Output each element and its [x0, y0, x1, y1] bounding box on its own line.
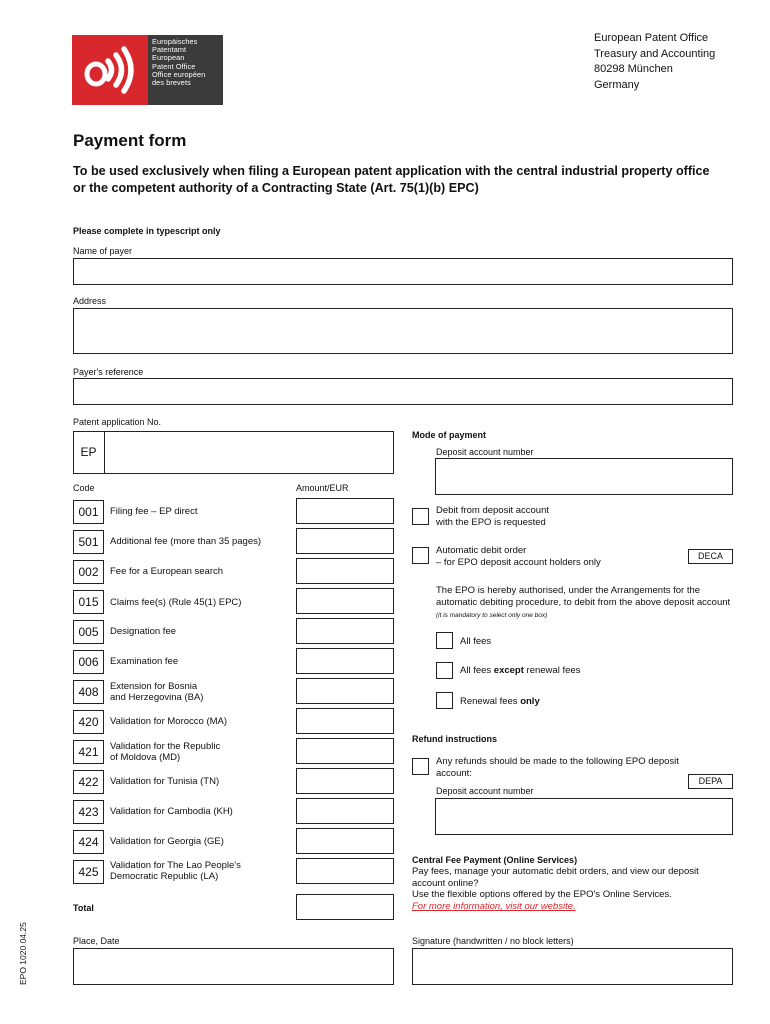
logo-line: des brevets: [152, 78, 191, 88]
fee-amount-field[interactable]: [296, 498, 394, 524]
payer-name-field[interactable]: [73, 258, 733, 285]
code-header: Code: [73, 483, 95, 493]
fee-amount-field[interactable]: [296, 678, 394, 704]
fee-amount-field[interactable]: [296, 708, 394, 734]
epo-address: [594, 31, 715, 93]
address-line: Treasury and Accounting: [594, 47, 716, 60]
logo-line: Europäisches: [152, 37, 198, 46]
all-except-renewal-checkbox[interactable]: [436, 662, 453, 679]
fee-code: 422: [73, 770, 104, 794]
opt-emphasis: except: [493, 665, 524, 676]
fee-label: Claims fee(s) (Rule 45(1) EPC): [110, 597, 242, 608]
authorisation-text: [436, 585, 736, 622]
fee-label: Additional fee (more than 35 pages): [110, 536, 262, 547]
fee-code: 002: [73, 560, 104, 584]
opt-text: renewal fees: [523, 665, 581, 676]
central-fee-text: Pay fees, manage your automatic debit orders, and view our deposit account online? Use the flexible options offered by the EPO's Online Services.: [412, 866, 699, 900]
fee-code: 421: [73, 740, 104, 764]
payer-reference-label: Payer's reference: [73, 367, 144, 377]
fee-label: Designation fee: [110, 626, 177, 637]
debit-label: Debit from deposit account with the EPO is requested: [436, 505, 550, 528]
total-amount-field[interactable]: [296, 894, 394, 920]
refund-text: Any refunds should be made to the following EPO deposit account:: [436, 756, 679, 779]
fee-label: Filing fee – EP direct: [110, 506, 198, 517]
fee-label: Fee for a European search: [110, 566, 224, 577]
depa-tag: DEPA: [688, 774, 733, 789]
form-code: EPO 1020 04.25: [18, 922, 28, 985]
fee-code: 005: [73, 620, 104, 644]
application-no-label: Patent application No.: [73, 417, 162, 427]
fee-amount-field[interactable]: [296, 618, 394, 644]
address-line: 80298 München: [594, 63, 673, 75]
website-link[interactable]: For more information, visit our website.: [412, 901, 576, 912]
opt-text: Renewal fees: [460, 696, 521, 707]
fee-label: Validation for the Republic of Moldova (MD): [110, 741, 221, 763]
logo-line: Office européen: [152, 69, 206, 79]
fee-amount-field[interactable]: [296, 798, 394, 824]
ep-prefix: EP: [73, 431, 105, 474]
epo-logo-mark: [72, 35, 148, 105]
signature-label: Signature (handwritten / no block letters): [412, 936, 574, 946]
refund-checkbox[interactable]: [412, 758, 429, 775]
signature-field[interactable]: [412, 948, 733, 985]
instructions: Please complete in typescript only: [73, 226, 221, 236]
fee-amount-field[interactable]: [296, 828, 394, 854]
auto-debit-label: Automatic debit order – for EPO deposit account holders only: [436, 545, 601, 568]
fee-amount-field[interactable]: [296, 738, 394, 764]
central-fee-heading: Central Fee Payment (Online Services): [412, 855, 578, 865]
all-fees-label: All fees: [460, 636, 492, 647]
debit-checkbox[interactable]: [412, 508, 429, 525]
payment-heading: Mode of payment: [412, 430, 487, 440]
payer-name-label: Name of payer: [73, 246, 133, 256]
fee-code: 425: [73, 860, 104, 884]
refund-account-field[interactable]: [435, 798, 733, 835]
opt-text: All fees: [460, 665, 494, 676]
fee-amount-field[interactable]: [296, 588, 394, 614]
page-title: Payment form: [73, 131, 187, 150]
fee-label: Validation for Morocco (MA): [110, 716, 228, 727]
fee-label: Validation for The Lao People's Democratic Republic (LA): [110, 860, 241, 882]
deca-tag: DECA: [688, 549, 733, 564]
auto-debit-checkbox[interactable]: [412, 547, 429, 564]
all-except-renewal-label: [460, 665, 580, 677]
fee-amount-field[interactable]: [296, 558, 394, 584]
central-fee-link-wrap: [412, 901, 576, 913]
fee-amount-field[interactable]: [296, 858, 394, 884]
fee-amount-field[interactable]: [296, 528, 394, 554]
address-field[interactable]: [73, 308, 733, 354]
address-line: European Patent Office: [594, 32, 709, 44]
fee-code: 420: [73, 710, 104, 734]
fee-code: 006: [73, 650, 104, 674]
refund-heading: Refund instructions: [412, 734, 497, 744]
fee-code: 408: [73, 680, 104, 704]
fee-code: 001: [73, 500, 104, 524]
fee-amount-field[interactable]: [296, 768, 394, 794]
deposit-account-label: Deposit account number: [436, 447, 534, 457]
refund-account-label: Deposit account number: [436, 786, 534, 796]
address-line: Germany: [594, 78, 640, 91]
authorisation-body: The EPO is hereby authorised, under the Arrangements for the automatic debiting procedure, to debit from the above deposit account: [436, 585, 731, 608]
place-date-label: Place, Date: [73, 936, 120, 946]
fee-label: Examination fee: [110, 656, 179, 667]
fee-label: Validation for Cambodia (KH): [110, 806, 233, 817]
total-label: Total: [73, 903, 94, 913]
place-date-field[interactable]: [73, 948, 394, 985]
all-fees-checkbox[interactable]: [436, 632, 453, 649]
epo-logo-text: [148, 35, 223, 105]
opt-emphasis: only: [520, 696, 540, 707]
logo-line: Patent Office: [152, 61, 196, 71]
address-label: Address: [73, 296, 107, 306]
fee-label: Extension for Bosnia and Herzegovina (BA): [110, 681, 204, 703]
application-no-field[interactable]: [73, 431, 394, 474]
fee-code: 015: [73, 590, 104, 614]
payer-reference-field[interactable]: [73, 378, 733, 405]
fee-code: 424: [73, 830, 104, 854]
amount-header: Amount/EUR: [296, 483, 349, 493]
deposit-account-field[interactable]: [435, 458, 733, 495]
fee-label: Validation for Georgia (GE): [110, 836, 224, 847]
renewal-only-checkbox[interactable]: [436, 692, 453, 709]
fee-amount-field[interactable]: [296, 648, 394, 674]
mandatory-note: (it is mandatory to select only one box): [436, 612, 548, 619]
epo-logo: [72, 35, 223, 105]
page-subtitle: To be used exclusively when filing a European patent application with the central industrial property office or the competent authority of a Contracting State (Art. 75(1)(b) EPC): [73, 164, 710, 195]
logo-line: Patentamt: [152, 45, 187, 55]
fee-label: Validation for Tunisia (TN): [110, 776, 220, 787]
fee-code: 501: [73, 530, 104, 554]
logo-line: European: [152, 53, 185, 63]
renewal-only-label: [460, 696, 540, 708]
fee-code: 423: [73, 800, 104, 824]
